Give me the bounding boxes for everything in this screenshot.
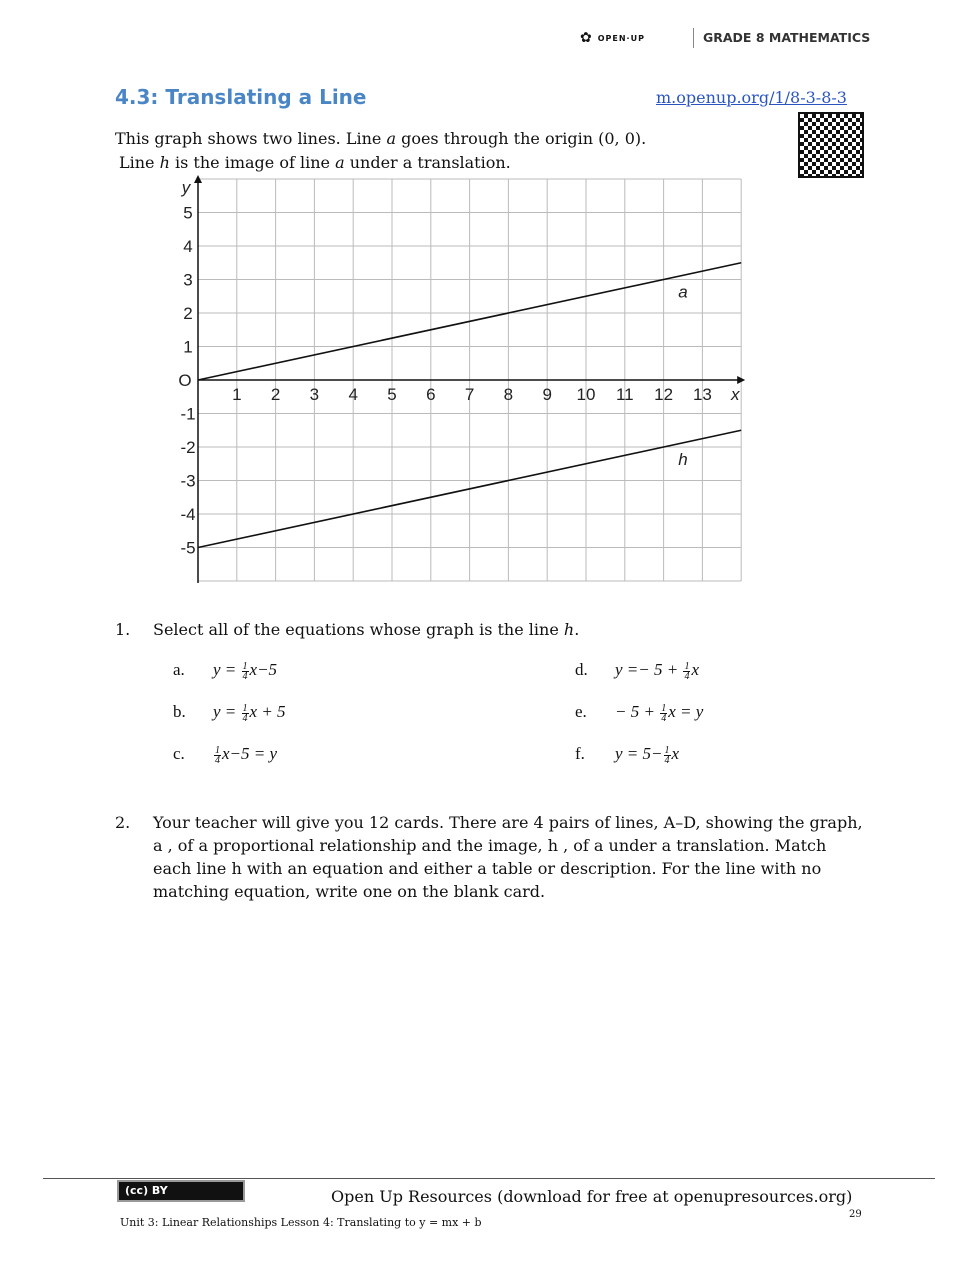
coordinate-graph <box>170 170 760 590</box>
y-tick-label: 5 <box>183 203 193 223</box>
x-axis-label: x <box>730 385 740 404</box>
equation: y = $\frac{1}{4}$ x−5 <box>213 660 278 682</box>
y-tick-label: -3 <box>180 471 196 491</box>
unit-lesson-label: Unit 3: Linear Relationships Lesson 4: Translating to y = mx + b <box>120 1216 482 1229</box>
y-tick-label: 4 <box>183 237 193 256</box>
option-label: f. <box>575 744 585 763</box>
equation-option[interactable] <box>173 744 278 766</box>
equation-option[interactable] <box>173 702 286 724</box>
x-tick-label: 1 <box>232 385 242 404</box>
cc-by-badge[interactable]: (cc) BY <box>117 1180 245 1202</box>
openup-logo: ✿ OPEN·UP <box>580 30 645 46</box>
y-tick-label: 2 <box>183 304 193 323</box>
equation: $\frac{1}{4}$ x−5 = y <box>215 744 278 766</box>
x-tick-label: 4 <box>348 385 358 404</box>
equation: − 5 + $\frac{1}{4}$ x = y <box>615 702 704 724</box>
page-title: 4.3: Translating a Line <box>115 85 367 109</box>
y-tick-label: -1 <box>180 404 196 424</box>
equation: y = 5− $\frac{1}{4}$ x <box>615 744 680 766</box>
option-label: a. <box>173 660 185 679</box>
footer-rule <box>43 1178 935 1179</box>
x-tick-label: 2 <box>270 385 281 404</box>
y-tick-label: -2 <box>180 438 196 457</box>
x-tick-label: 3 <box>309 385 320 404</box>
equation-option[interactable] <box>173 660 278 682</box>
y-tick-label: -5 <box>180 538 196 558</box>
x-tick-label: 7 <box>464 385 475 404</box>
y-tick-label: 1 <box>183 337 193 357</box>
equation-option[interactable] <box>575 702 704 724</box>
y-axis-label: y <box>181 178 191 197</box>
x-tick-label: 5 <box>387 385 397 404</box>
footer-credit: Open Up Resources (download for free at openupresources.org) <box>331 1187 853 1206</box>
x-tick-label: 8 <box>503 385 514 404</box>
equation-option[interactable] <box>575 660 700 682</box>
header-divider <box>693 28 694 48</box>
option-label: c. <box>173 744 185 763</box>
line-label-a: a <box>678 282 688 302</box>
bee-icon: ✿ <box>580 30 592 46</box>
intro-line-1: This graph shows two lines. Line a goes through the origin (0, 0). <box>115 129 647 148</box>
qr-code[interactable] <box>798 112 864 178</box>
x-tick-label: 12 <box>654 385 674 404</box>
equation-option[interactable] <box>575 744 680 766</box>
line-label-h: h <box>678 449 688 469</box>
y-tick-label: -4 <box>180 505 196 524</box>
intro-line-2: Line h is the image of line a under a translation. <box>119 153 511 172</box>
page-number: 29 <box>849 1209 862 1220</box>
option-label: d. <box>575 660 588 679</box>
y-tick-label: 3 <box>183 270 193 290</box>
subject-label: GRADE 8 MATHEMATICS <box>703 30 871 45</box>
lesson-link[interactable]: m.openup.org/1/8-3-8-3 <box>656 88 847 107</box>
equation: y = $\frac{1}{4}$ x + 5 <box>213 702 286 724</box>
x-tick-label: 9 <box>542 385 552 404</box>
origin-label: O <box>178 371 192 390</box>
question-1: 1. Select all of the equations whose graph is the line h. <box>115 620 580 639</box>
x-tick-label: 11 <box>615 385 634 404</box>
option-label: b. <box>173 702 186 721</box>
question-2: 2. Your teacher will give you 12 cards. There are 4 pairs of lines, A–D, showing the graph, a , of a proportional relationship and the image, h , of a under a translation. Match each line h with an equation and either a table or description. For the line with no matching equation, write one on the blank card. <box>115 813 863 901</box>
x-tick-label: 6 <box>426 385 436 404</box>
x-tick-label: 13 <box>692 385 712 404</box>
x-tick-label: 10 <box>576 385 596 404</box>
equation: y =− 5 + $\frac{1}{4}$ x <box>615 660 700 682</box>
option-label: e. <box>575 702 587 721</box>
